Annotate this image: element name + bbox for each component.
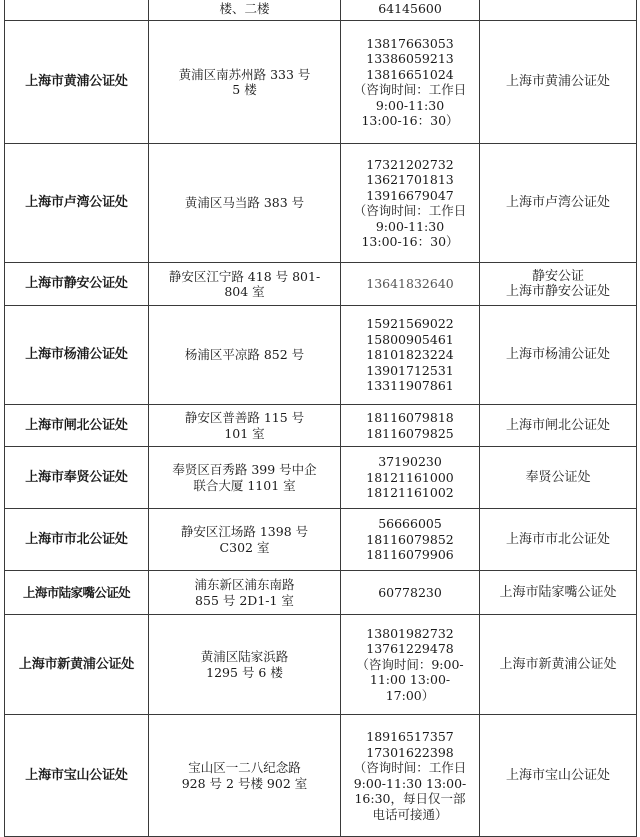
- address-cell: [149, 571, 341, 615]
- phone-cell: [341, 615, 480, 715]
- phone-line: 18101823224: [366, 347, 454, 363]
- phone-cell: [341, 306, 480, 405]
- consult-hours-line: （咨询时间：工作日: [353, 203, 467, 218]
- table-row: [5, 509, 637, 571]
- authority-cell: [480, 615, 637, 715]
- phone-line: 13901712531: [366, 362, 454, 378]
- address-cell: [149, 405, 341, 447]
- phone-line: 17321202732: [366, 156, 454, 172]
- phone-cell: [341, 21, 480, 144]
- consult-hours-line: （咨询时间：9:00-: [356, 656, 464, 672]
- table-row: [5, 144, 637, 263]
- phone-line: 13641832640: [366, 276, 454, 292]
- address-cell: [149, 615, 341, 715]
- address-line: 静安区江场路 1398 号: [180, 524, 309, 539]
- phone-cell: [341, 144, 480, 263]
- phone-line: 18121161000: [366, 469, 454, 485]
- table-row: [5, 0, 637, 21]
- office-name-cell: [5, 0, 149, 21]
- phone-cell: [341, 509, 480, 571]
- table-row: [5, 447, 637, 509]
- authority-cell: [480, 405, 637, 447]
- address-line: 浦东新区浦东南路: [194, 577, 295, 592]
- address-line: 黄浦区马当路 383 号: [184, 195, 305, 211]
- authority-line: 上海市宝山公证处: [505, 767, 610, 783]
- consult-hours-line: 9:00-11:30 13:00-: [353, 775, 467, 791]
- authority-cell: [480, 306, 637, 405]
- phone-cell: [341, 0, 480, 21]
- address-line: 宝山区一二八纪念路: [188, 760, 301, 775]
- phone-line: 17301622398: [366, 744, 454, 760]
- phone-cell: [341, 715, 480, 837]
- authority-cell: [480, 509, 637, 571]
- address-line: 804 室: [224, 284, 265, 299]
- address-line: 静安区普善路 115 号: [184, 410, 305, 425]
- authority-cell: [480, 263, 637, 306]
- address-line: 101 室: [224, 425, 265, 441]
- phone-line: 13801982732: [366, 625, 454, 641]
- consult-hours-line: 13:00-16：30）: [361, 113, 459, 128]
- phone-line: 18116079852: [366, 531, 454, 547]
- address-line: 5 楼: [232, 82, 257, 97]
- phone-line: 13916679047: [366, 187, 454, 203]
- office-name-cell: 上海市闸北公证处: [5, 405, 149, 447]
- consult-hours-line: （咨询时间：工作日: [353, 82, 467, 97]
- table-row: [5, 715, 637, 837]
- authority-line: 上海市闸北公证处: [505, 417, 610, 433]
- address-line: 1295 号 6 楼: [206, 664, 283, 680]
- authority-line: 上海市新黄浦公证处: [499, 656, 617, 672]
- phone-cell: [341, 405, 480, 447]
- address-line: C302 室: [219, 539, 270, 555]
- office-name-cell: 上海市杨浦公证处: [5, 306, 149, 405]
- phone-line: 60778230: [378, 584, 442, 600]
- authority-cell: [480, 715, 637, 837]
- office-name-cell: 上海市市北公证处: [5, 509, 149, 571]
- address-line: 黄浦区陆家浜路: [200, 649, 289, 664]
- table-row: [5, 571, 637, 615]
- phone-line: 64145600: [378, 0, 442, 16]
- authority-line: 上海市黄浦公证处: [505, 74, 610, 90]
- phone-line: 15800905461: [366, 331, 454, 347]
- authority-cell: [480, 21, 637, 144]
- authority-line: 上海市杨浦公证处: [505, 347, 610, 363]
- table-row: [5, 615, 637, 715]
- phone-line: 56666005: [378, 516, 442, 532]
- authority-cell: [480, 447, 637, 509]
- authority-cell: [480, 0, 637, 21]
- consult-hours-line: 11:00 13:00-: [369, 672, 451, 688]
- authority-cell: [480, 144, 637, 263]
- office-name-cell: 上海市宝山公证处: [5, 715, 149, 837]
- phone-cell: [341, 447, 480, 509]
- address-line: 静安区江宁路 418 号 801-: [168, 268, 321, 284]
- address-cell: [149, 144, 341, 263]
- office-name-cell: 上海市黄浦公证处: [5, 21, 149, 144]
- authority-cell: [480, 571, 637, 615]
- phone-line: 18916517357: [366, 729, 454, 744]
- address-cell: [149, 715, 341, 837]
- address-line: 奉贤区百秀路 399 号中企: [172, 462, 317, 477]
- table-row: [5, 405, 637, 447]
- authority-line: 上海市静安公证处: [505, 284, 610, 299]
- phone-line: 13761229478: [366, 641, 454, 657]
- office-name-cell: 上海市静安公证处: [5, 263, 149, 306]
- authority-line: 静安公证: [531, 268, 584, 284]
- address-line: 楼、二楼: [219, 0, 270, 16]
- address-line: 855 号 2D1-1 室: [195, 592, 294, 608]
- table-row: [5, 263, 637, 306]
- phone-line: 18116079906: [366, 547, 454, 563]
- phone-line: 15921569022: [366, 316, 454, 332]
- phone-line: 13816651024: [366, 66, 454, 82]
- phone-line: 18121161002: [366, 485, 454, 501]
- phone-line: 13817663053: [366, 35, 454, 51]
- consult-hours-line: 16:30，每日仅一部: [354, 791, 466, 806]
- address-cell: [149, 263, 341, 306]
- office-name-cell: 上海市卢湾公证处: [5, 144, 149, 263]
- table-row: [5, 306, 637, 405]
- office-name-cell: 上海市奉贤公证处: [5, 447, 149, 509]
- consult-hours-line: 9:00-11:30: [375, 218, 445, 234]
- office-name-cell: 上海市陆家嘴公证处: [5, 571, 149, 615]
- consult-hours-line: 9:00-11:30: [375, 97, 445, 113]
- phone-line: 18116079818: [366, 410, 454, 425]
- phone-cell: [341, 571, 480, 615]
- consult-hours-line: 13:00-16：30）: [361, 234, 459, 249]
- phone-line: 37190230: [378, 454, 442, 470]
- phone-cell: [341, 263, 480, 306]
- address-cell: [149, 509, 341, 571]
- phone-line: 13386059213: [366, 51, 454, 66]
- table-row: [5, 21, 637, 144]
- phone-line: 13621701813: [366, 172, 454, 187]
- address-line: 黄浦区南苏州路 333 号: [178, 66, 311, 82]
- phone-line: 13311907861: [366, 378, 454, 394]
- office-name-cell: 上海市新黄浦公证处: [5, 615, 149, 715]
- authority-line: 上海市陆家嘴公证处: [499, 584, 617, 600]
- phone-line: 18116079825: [366, 425, 454, 441]
- address-cell: [149, 0, 341, 21]
- authority-line: 上海市卢湾公证处: [505, 195, 610, 211]
- address-cell: [149, 21, 341, 144]
- address-line: 928 号 2 号楼 902 室: [181, 775, 308, 791]
- address-cell: [149, 447, 341, 509]
- notary-office-table: [4, 0, 637, 837]
- authority-line: 上海市市北公证处: [505, 531, 610, 547]
- consult-hours-line: 17:00）: [385, 687, 435, 703]
- consult-hours-line: 电话可接通）: [372, 806, 448, 822]
- authority-line: 奉贤公证处: [525, 469, 591, 485]
- address-cell: [149, 306, 341, 405]
- consult-hours-line: （咨询时间：工作日: [353, 760, 467, 775]
- address-line: 联合大厦 1101 室: [193, 477, 296, 493]
- address-line: 杨浦区平凉路 852 号: [184, 347, 305, 363]
